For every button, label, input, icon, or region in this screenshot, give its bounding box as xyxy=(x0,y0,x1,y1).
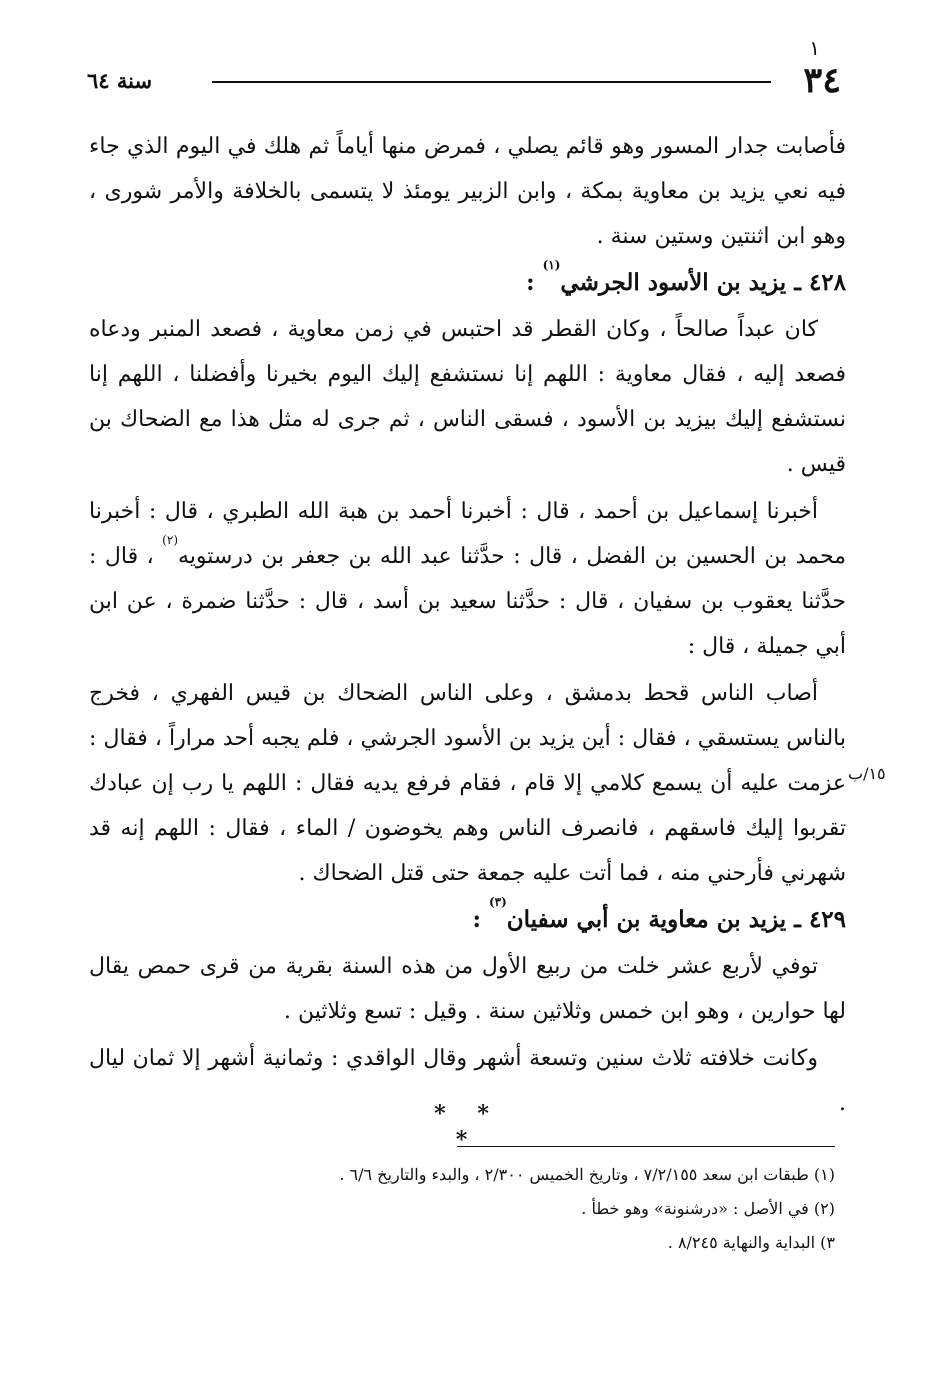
entry-429-heading xyxy=(89,896,846,944)
section-separator: * * * xyxy=(434,1101,501,1153)
entry-428-paragraph-3: أصاب الناس قحط بدمشق ، وعلى الناس الضحاك بن قيس الفهري ، فخرج بالناس يستسقي ، فقال : أين يزيد بن الأسود الجرشي ، فلم يجبه أحد مراراً ، فقال : عزمت عليه أن يسمع كلامي إلا قام ، فقام فرفع يديه فقال : اللهم يا رب إن عبادك تقربوا إليك فاسقهم ، فانصرف الناس وهم يخوضون / الماء ، فقال : اللهم إنه قد شهرني فأرحني منه ، فما أتت عليه جمعة حتى قتل الضحاك . xyxy=(89,681,846,886)
main-text xyxy=(89,124,846,1126)
header-rule xyxy=(212,81,771,83)
footnote-1: (١) طبقات ابن سعد ٧/٢/١٥٥ ، وتاريخ الخميس ٢/٣٠٠ ، والبدء والتاريخ ٦/٦ . xyxy=(339,1165,835,1184)
year-label: سنة ٦٤ xyxy=(87,68,153,93)
entry-428-heading xyxy=(89,259,846,307)
opening-paragraph: فأصابت جدار المسور وهو قائم يصلي ، فمرض منها أياماً ثم هلك في اليوم الذي جاء فيه نعي يزيد بن معاوية بمكة ، وابن الزبير يومئذ لا يتسمى بالخلافة والأمر شورى ، وهو ابن اثنتين وستين سنة . xyxy=(89,134,846,249)
entry-428-heading-tail: : xyxy=(526,269,535,296)
entry-428-paragraph-2 xyxy=(89,489,846,669)
entry-428-isnad-start: أخبرنا إسماعيل بن أحمد ، قال : أخبرنا أحمد بن هبة الله الطبري ، قال : أخبرنا محمد بن الحسين بن الفضل ، قال : حدَّثنا عبد الله بن جعفر بن درستويه xyxy=(89,499,846,569)
footnotes xyxy=(155,1158,835,1260)
entry-429-paragraph-2: وكانت خلافته ثلاث سنين وتسعة أشهر وقال الواقدي : وثمانية أشهر إلا ثمان ليال . xyxy=(89,1046,846,1116)
entry-428-paragraph-1: كان عبداً صالحاً ، وكان القطر قد احتبس في زمن معاوية ، فصعد المنبر ودعاه فصعد إليه ، فقال معاوية : اللهم إنا نستشفع إليك اليوم بخيرنا وأفضلنا ، اللهم إنا نستشفع إليك بيزيد بن الأسود ، فسقى الناس ، ثم جرى له مثل هذا مع الضحاك بن قيس . xyxy=(89,317,846,477)
running-head xyxy=(87,60,841,102)
footnote-rule xyxy=(457,1146,835,1147)
footnote-ref-3: (٣) xyxy=(488,895,507,909)
footnote-ref-1: (١) xyxy=(542,258,561,272)
footnote-3: ٣) البداية والنهاية ٨/٢٤٥ . xyxy=(667,1233,835,1252)
entry-428-title: ٤٢٨ ـ يزيد بن الأسود الجرشي xyxy=(560,269,846,296)
page-number: ٣٤ xyxy=(803,60,841,101)
entry-429-heading-tail: : xyxy=(472,906,481,933)
footnote-ref-2: (٢) xyxy=(162,533,178,547)
entry-429-title: ٤٢٩ ـ يزيد بن معاوية بن أبي سفيان xyxy=(506,906,846,933)
entry-428-isnad-end: ، قال : حدَّثنا يعقوب بن سفيان ، قال : حدَّثنا سعيد بن أسد ، قال : حدَّثنا ضمرة ، عن ابن أبي جميلة ، قال : xyxy=(89,544,846,659)
corner-mark: ١ xyxy=(809,36,820,60)
entry-429-paragraph-1: توفي لأربع عشر خلت من ربيع الأول من هذه السنة بقرية من قرى حمص يقال لها حوارين ، وهو ابن خمس وثلاثين سنة . وقيل : تسع وثلاثين . xyxy=(89,954,846,1024)
margin-folio-note: ١٥/ب xyxy=(848,764,886,783)
footnote-2: (٢) في الأصل : «درشنونة» وهو خطأ . xyxy=(581,1199,835,1218)
